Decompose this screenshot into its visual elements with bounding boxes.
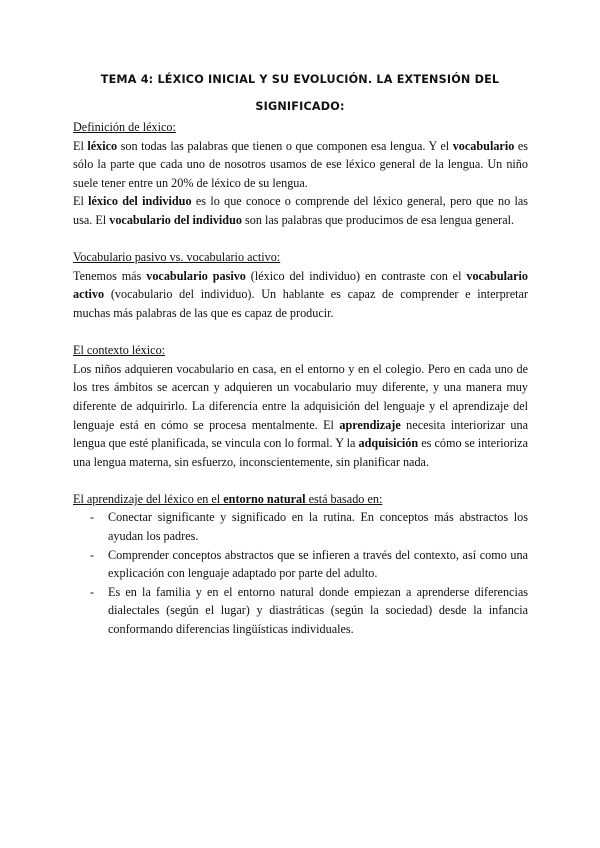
section-heading-vocabulario: Vocabulario pasivo vs. vocabulario activo:: [73, 250, 281, 265]
spacer: [73, 471, 528, 490]
page-title: [60, 66, 540, 120]
bold-term-adquisicion: adquisición: [358, 436, 419, 451]
title-line-1: TEMA 4: LÉXICO INICIAL Y SU EVOLUCIÓN. LA EXTENSIÓN DEL: [100, 73, 500, 86]
spacer: [73, 230, 528, 249]
list-item: - Es en la familia y en el entorno natural donde empiezan a aprenderse diferencias dialectales (según el lugar) y diastráticas (según la sociedad) desde la infancia conformando diferencias lingüísticas individuales.: [90, 584, 528, 637]
section-heading-contexto: El contexto léxico:: [73, 343, 166, 358]
bold-term-lexico: léxico: [87, 138, 118, 153]
paragraph-individuo: El léxico del individuo es lo que conoce o comprende del léxico general, pero que no las usa. El vocabulario del individuo son las palabras que producimos de esa lengua general.: [73, 194, 528, 227]
paragraph-contexto: Los niños adquieren vocabulario en casa, en el entorno y en el colegio. Pero en cada uno de los tres ámbitos se acercan y adquieren un vocabulario muy diferente, y una manera muy diferente de adquirirlo. La diferencia entre la adquisición del lenguaje y el aprendizaje del lenguaje está en cómo se procesa mentalmente. El aprendizaje necesita interiorizar una lengua que esté planificada, se vincula con lo formal. Y la adquisición es cómo se interioriza una lengua materna, sin esfuerzo, inconscientemente, sin planificar nada.: [73, 361, 529, 469]
list-item: - Comprender conceptos abstractos que se infieren a través del contexto, así como una explicación con lenguaje adaptado por parte del adulto.: [90, 547, 528, 581]
bold-term-vocabulario-individuo: vocabulario del individuo: [109, 212, 242, 227]
bold-term-aprendizaje: aprendizaje: [339, 417, 401, 432]
dash-bullet: -: [90, 584, 95, 599]
section-heading-definicion: Definición de léxico:: [73, 120, 176, 134]
list-item: - Conectar significante y significado en la rutina. En conceptos más abstractos los ayudan los padres.: [90, 510, 528, 544]
dash-bullet: -: [90, 547, 95, 562]
title-line-2: SIGNIFICADO:: [255, 100, 345, 113]
spacer: [73, 323, 528, 342]
paragraph-pasivo-activo: Tenemos más vocabulario pasivo (léxico del individuo) en contraste con el vocabulario activo (vocabulario del individuo). Un hablante es capaz de comprender e interpretar muchas más palabras de las que es capaz de producir.: [73, 268, 528, 320]
bold-term-vocabulario-activo: vocabulario activo: [73, 268, 528, 302]
document-body: [73, 118, 528, 639]
bold-term-vocabulario-pasivo: vocabulario pasivo: [146, 268, 246, 283]
dash-bullet: -: [90, 510, 95, 525]
bold-term-vocabulario: vocabulario: [452, 138, 515, 153]
bold-term-lexico-individuo: léxico del individuo: [88, 194, 192, 209]
paragraph-lexico: El léxico son todas las palabras que tienen o que componen esa lengua. Y el vocabulario es sólo la parte que cada uno de nosotros usamos de ese léxico general de la lengua. Un niño suele tener entre un 20% de léxico de su lengua.: [73, 138, 528, 190]
section-heading-entorno: El aprendizaje del léxico en el entorno natural está basado en:: [73, 491, 383, 506]
bold-term-entorno-natural: entorno natural: [223, 491, 306, 506]
dash-list: [73, 508, 528, 638]
